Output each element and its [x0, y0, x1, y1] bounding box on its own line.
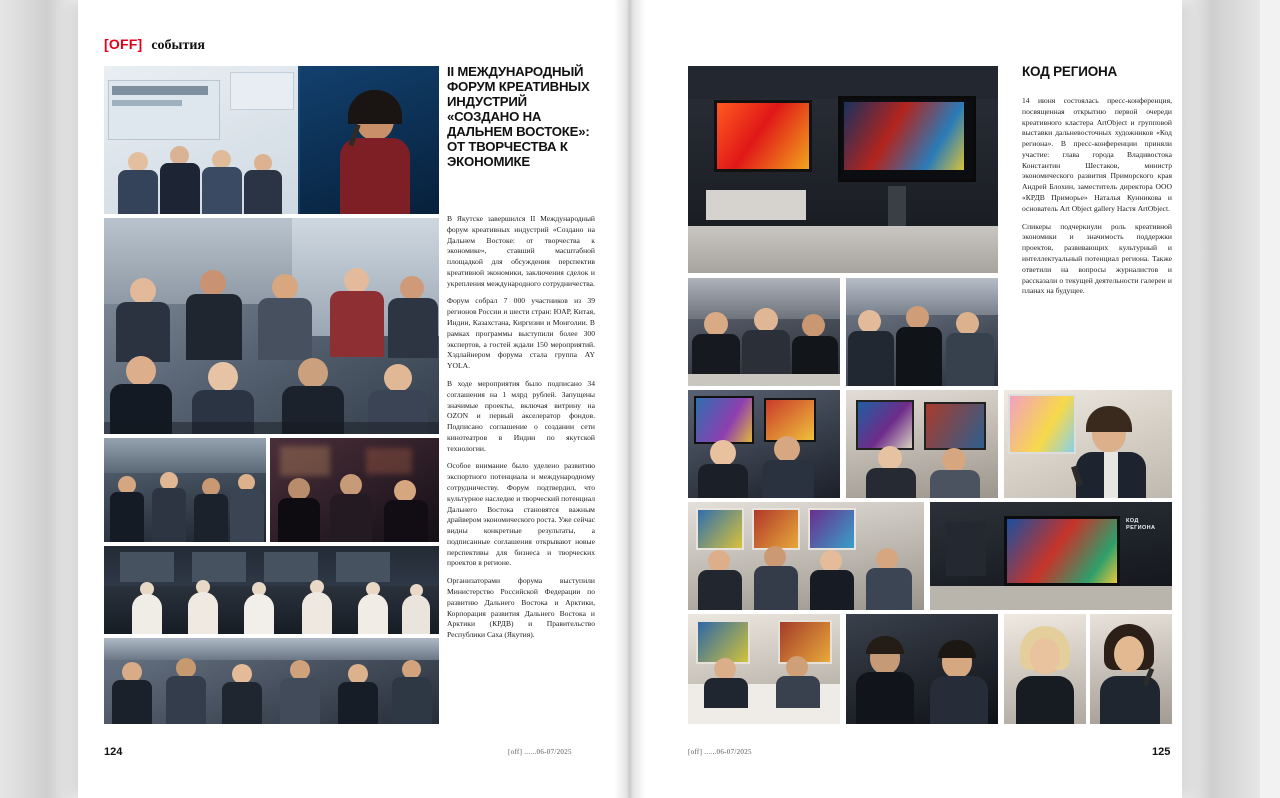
photo-guests-artwork-2: [846, 390, 998, 498]
paragraph: Спикеры подчеркнули роль креативной экономики и значимость поддержки проектов, развивающих культурный и интеллектуальный потенциал региона. Также ответили на вопросы журналистов и рассказали о текущей деятельности галереи и планах на будущее.: [1022, 221, 1172, 296]
paragraph: В ходе мероприятия было подписано 34 соглашения на 1 млрд рублей. Запущены значимые проекты, включая витрину на OZON и первый акселератор фондов. Подписано соглашение о создании сети кинотеатров в Индии по якутской технологии.: [447, 378, 595, 453]
paragraph: 14 июня состоялась пресс-конференция, посвященная открытию первой очереди креативного кластера ArtObject и групповой выставки дальневосточных художников «Код региона». В пресс-конференции приняли участие: глава города Владивостока Константин Шестаков, министр экономического развития Приморского края Андрей Блохин, заместитель директора ООО «КРДВ Приморье» Наталья Кунникова и основатель Art Object gallery Настя ArtObject.: [1022, 96, 1172, 213]
photo-crowd-hall: [104, 438, 266, 542]
photo-two-men-talking: [846, 614, 998, 724]
photo-concert-audience: [270, 438, 439, 542]
photo-press-conference-audience: [846, 278, 998, 386]
section-label: события: [151, 38, 205, 53]
photo-woman-portrait: [1004, 614, 1086, 724]
right-page-body: [1022, 96, 1172, 304]
photo-forum-stage-speaker: [104, 66, 439, 214]
masthead: [104, 36, 205, 54]
page-number-left: 124: [104, 746, 123, 758]
paragraph: Организаторами форума выступили Министерство Российской Федерации по развитию Дальнего Востока и Арктики, Корпорация развития Дальнего Востока и Арктики (КРДВ) и Правительство Республики Саха (Якутия).: [447, 576, 595, 640]
footer-note-right: [off] ......06-07/2025: [688, 748, 752, 756]
photo-guests-artwork-1: [688, 390, 840, 498]
page-number-right: 125: [1152, 746, 1171, 758]
brand-logo: [OFF]: [104, 36, 143, 52]
paragraph: Особое внимание было уделено развитию экспортного потенциала и международному сотрудничеству. Форум подтвердил, что культурное наследие и творческий потенциал Дальнего Востока становятся важным драйвером экономического роста. Уже сейчас видны конкретные результаты, а подписанные соглашения открывают новые перспективы для бизнеса и творческих проектов в регионе.: [447, 461, 595, 568]
photo-gallery-wall-art: [930, 502, 1172, 610]
photo-gallery-seated-audience: [688, 502, 924, 610]
left-page-body: [447, 214, 595, 648]
photo-table-guests: [688, 614, 840, 724]
photo-press-conference-panel: [688, 278, 840, 386]
page-edge-left: [0, 0, 80, 798]
footer-note-left: [off] ......06-07/2025: [508, 748, 572, 756]
page-edge-right: [1180, 0, 1260, 798]
paragraph: В Якутске завершился II Международный форум креативных индустрий «Создано на Дальнем Востоке: от творчества к экономике», ставший масштабной площадкой для обсуждения перспектив креативной экономики, заключения сделок и укрепления международного сотрудничества.: [447, 214, 595, 288]
photo-speaker-microphone: [1004, 390, 1172, 498]
photo-performance-white-costumes: [104, 546, 439, 634]
photo-panel-discussion-audience: [104, 218, 439, 434]
photo-networking-crowd: [104, 638, 439, 724]
right-page-headline: КОД РЕГИОНА: [1022, 64, 1118, 79]
paragraph: Форум собрал 7 000 участников из 39 регионов России и шести стран: ЮАР, Китая, Индии, Казахстана, Киргизии и Монголии. В рамках программы выступили более 300 экспертов, а гостей ждали 150 мероприятий. Хэдлайнером форума стала группа AY YOLA.: [447, 296, 595, 371]
photo-woman-interview: [1090, 614, 1172, 724]
left-page-headline: II МЕЖДУНАРОДНЫЙ ФОРУМ КРЕАТИВНЫХ ИНДУСТРИЙ «СОЗДАНО НА ДАЛЬНЕМ ВОСТОКЕ»: ОТ ТВОРЧЕСТВА К ЭКОНОМИКЕ: [447, 64, 590, 170]
artwork-wall-caption: КОД РЕГИОНА: [1126, 518, 1156, 532]
photo-gallery-interior-screens: [688, 66, 998, 273]
